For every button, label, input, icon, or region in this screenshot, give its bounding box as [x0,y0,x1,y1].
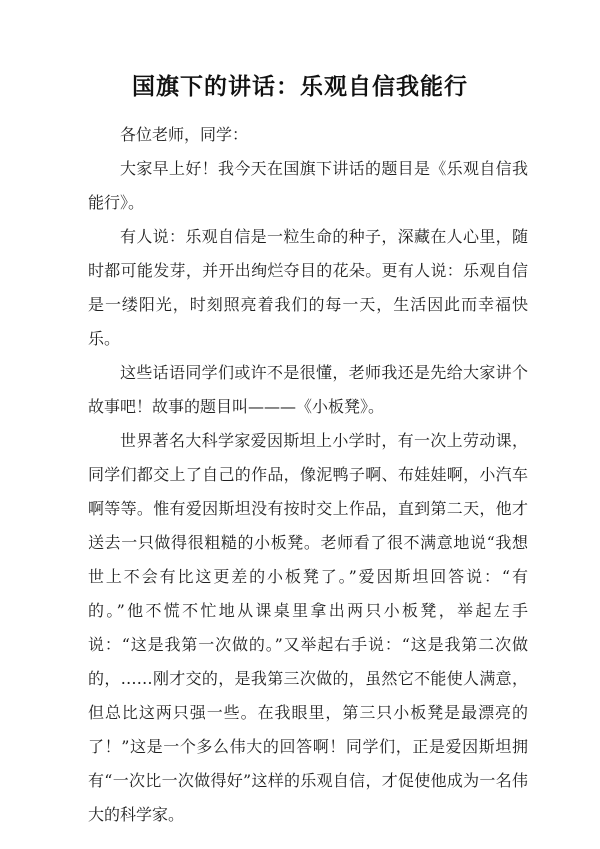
document-body [88,118,528,832]
paragraph-greeting: 大家早上好！我今天在国旗下讲话的题目是《乐观自信我能行》。 [88,159,528,212]
paragraph-story: 世界著名大科学家爱因斯坦上小学时，有一次上劳动课，同学们都交上了自己的作品，像泥鸭子啊、布娃娃啊，小汽车啊等等。惟有爱因斯坦没有按时交上作品，直到第二天，他才送去一只做得很粗糙的小板凳。老师看了很不满意地说“我想世上不会有比这更差的小板凳了。”爱因斯坦回答说：“有的。”他不慌不忙地从课桌里拿出两只小板凳，举起左手说：“这是我第一次做的。”又举起右手说：“这是我第二次做的，……刚才交的，是我第三次做的，虽然它不能使人满意，但总比这两只强一些。在我眼里，第三只小板凳是最漂亮的了！”这是一个多么伟大的回答啊！同学们，正是爱因斯坦拥有“一次比一次做得好”这样的乐观自信，才促使他成为一名伟大的科学家。 [88,431,528,824]
document-title: 国旗下的讲话：乐观自信我能行 [132,73,468,100]
paragraph-quotes: 有人说：乐观自信是一粒生命的种子，深藏在人心里，随时都可能发芽，并开出绚烂夺目的花朵。更有人说：乐观自信是一缕阳光，时刻照亮着我们的每一天，生活因此而幸福快乐。 [88,227,528,348]
paragraph-story-intro: 这些话语同学们或许不是很懂，老师我还是先给大家讲个故事吧！故事的题目叫———《小板凳》。 [88,363,528,416]
paragraph-salutation: 各位老师，同学： [120,125,249,144]
